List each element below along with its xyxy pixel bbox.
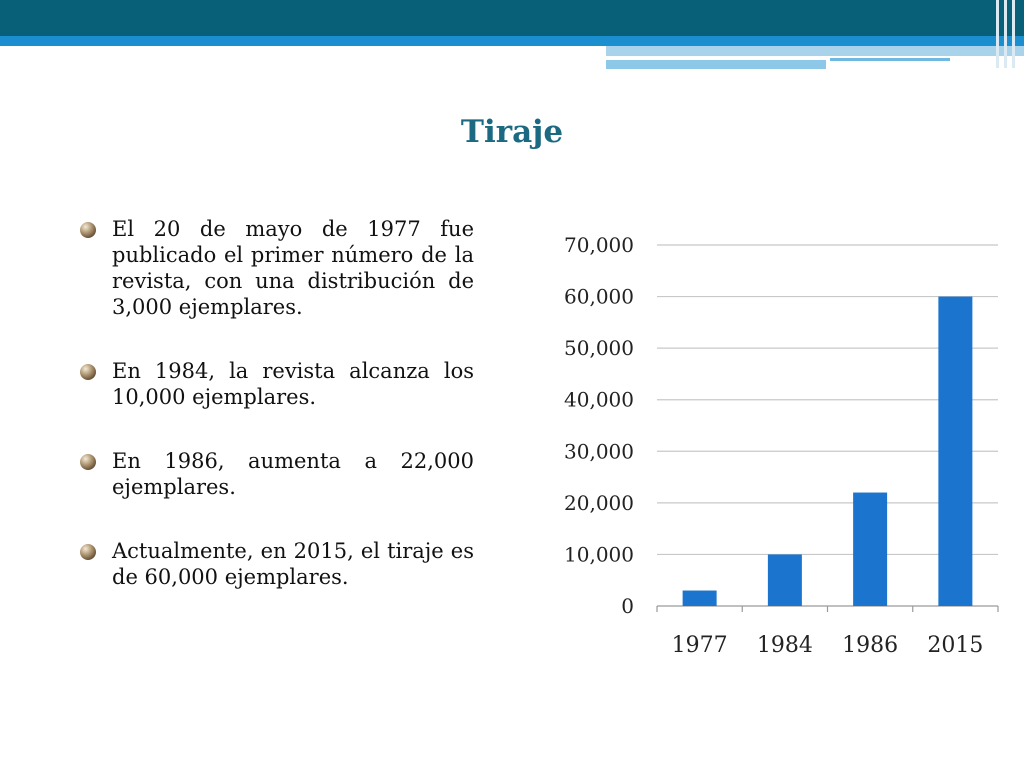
header-bar [0,0,1024,36]
bar-1986 [853,493,887,606]
header-deco-line [996,0,999,68]
x-tick-label: 1986 [842,633,899,658]
bullet-icon [80,454,96,470]
bullet-text: El 20 de mayo de 1977 fue publicado el primer número de la revista, con una distribución de 3,000 ejemplares. [112,217,474,319]
bullet-text: En 1986, aumenta a 22,000 ejemplares. [112,449,474,499]
bullet-list [80,216,474,628]
y-tick-label: 70,000 [564,233,634,257]
header-strip [606,46,1024,56]
y-tick-label: 40,000 [564,387,634,412]
bullet-item [80,216,474,320]
bullet-item [80,538,474,590]
bullet-text: Actualmente, en 2015, el tiraje es de 60,000 ejemplares. [112,539,474,589]
bar-2015 [938,297,972,606]
y-tick-label: 50,000 [564,336,634,361]
x-tick-label: 1977 [671,633,728,658]
header-deco-line [1004,0,1007,68]
bullet-item [80,448,474,500]
bar-1984 [768,554,802,606]
bar-1977 [683,591,717,606]
x-tick-label: 2015 [927,633,984,658]
bullet-text: En 1984, la revista alcanza los 10,000 ejemplares. [112,359,474,409]
header-strip [830,58,950,61]
y-tick-label: 20,000 [564,490,634,515]
bullet-icon [80,364,96,380]
bullet-icon [80,222,96,238]
bullet-item [80,358,474,410]
x-tick-label: 1984 [756,633,813,658]
y-tick-label: 30,000 [564,439,634,464]
header-accent-bar [0,36,1024,46]
y-tick-label: 0 [621,594,634,618]
y-tick-label: 60,000 [564,284,634,309]
header-deco-line [1012,0,1015,68]
bullet-icon [80,544,96,560]
slide-title: Tiraje [460,114,564,150]
circulation-bar-chart [540,225,1010,665]
y-tick-label: 10,000 [564,542,634,567]
header-strip [606,60,826,69]
